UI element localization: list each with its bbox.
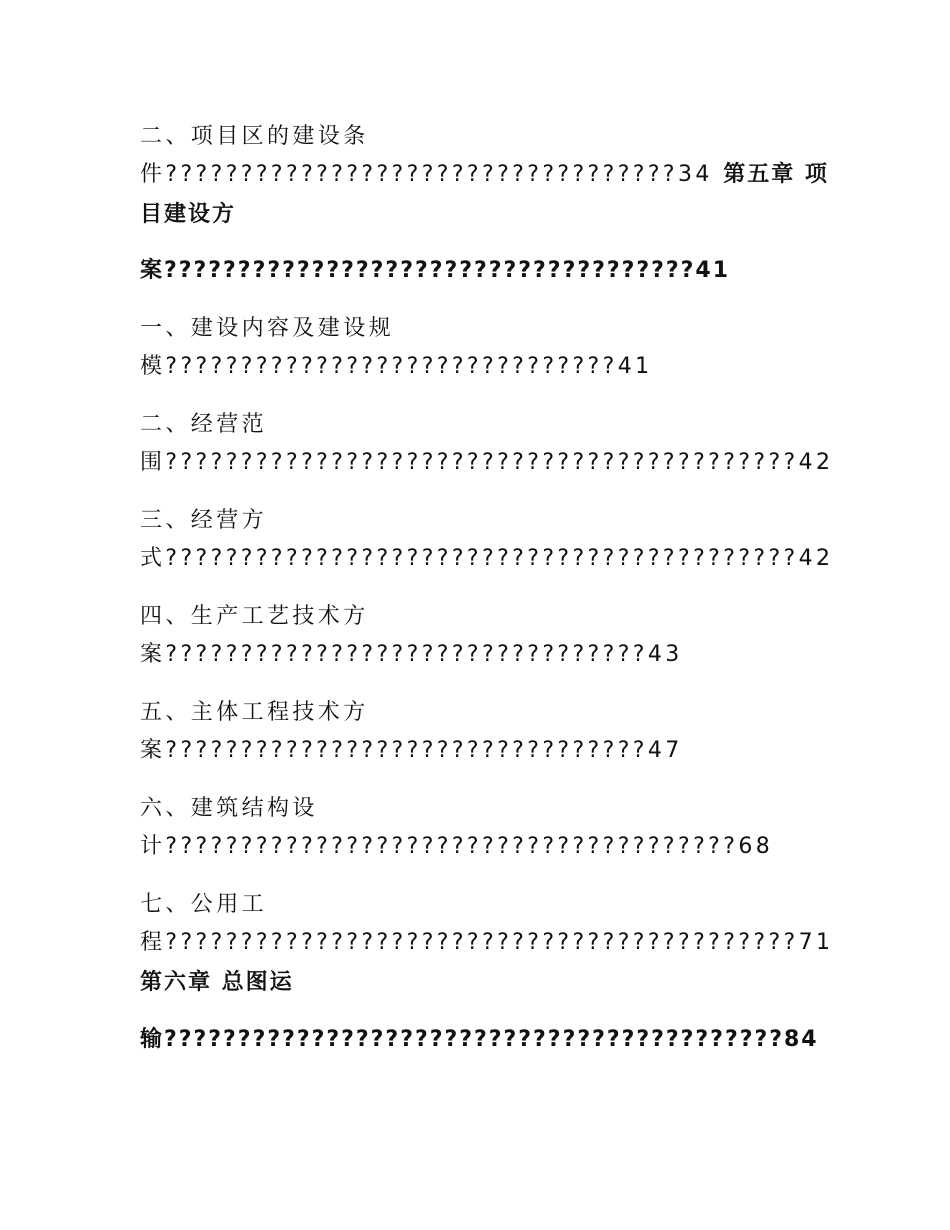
toc-entry-section-title: 二、经营范 xyxy=(140,412,268,437)
toc-entry-leader-line: 模??????????????????????????????41 xyxy=(140,354,653,379)
toc-entry-section-title: 四、生产工艺技术方 xyxy=(140,604,369,629)
chapter-heading: 第六章 总图运 xyxy=(140,970,294,995)
toc-entry-section-title: 一、建设内容及建设规 xyxy=(140,316,395,341)
toc-entry-leader-line: 计??????????????????????????????????????68 xyxy=(140,834,774,859)
toc-entry-leader: 件??????????????????????????????????34 xyxy=(140,162,724,187)
toc-entry-leader-line xyxy=(140,160,829,190)
toc-entry-section-title: 六、建筑结构设 xyxy=(140,796,318,821)
chapter-heading-continued: 目建设方 xyxy=(140,202,237,227)
toc-entry-leader-line: 围??????????????????????????????????????????42 xyxy=(140,450,834,475)
toc-entry-leader-line: 程??????????????????????????????????????????71 xyxy=(140,930,834,955)
chapter-leader-line: 案????????????????????????????????????41 xyxy=(140,258,731,283)
chapter-leader-line: 输??????????????????????????????????????????84 xyxy=(140,1027,819,1052)
toc-entry-section-title: 三、经营方 xyxy=(140,508,268,533)
toc-entry-section-title: 七、公用工 xyxy=(140,892,268,917)
toc-entry-leader-line: 案????????????????????????????????47 xyxy=(140,738,683,763)
toc-entry-leader-line: 案????????????????????????????????43 xyxy=(140,642,683,667)
toc-entry-section-title: 二、项目区的建设条 xyxy=(140,124,369,149)
toc-entry-leader-line: 式??????????????????????????????????????????42 xyxy=(140,546,834,571)
toc-entry-section-title: 五、主体工程技术方 xyxy=(140,700,369,725)
chapter-heading: 第五章 项 xyxy=(723,162,829,187)
